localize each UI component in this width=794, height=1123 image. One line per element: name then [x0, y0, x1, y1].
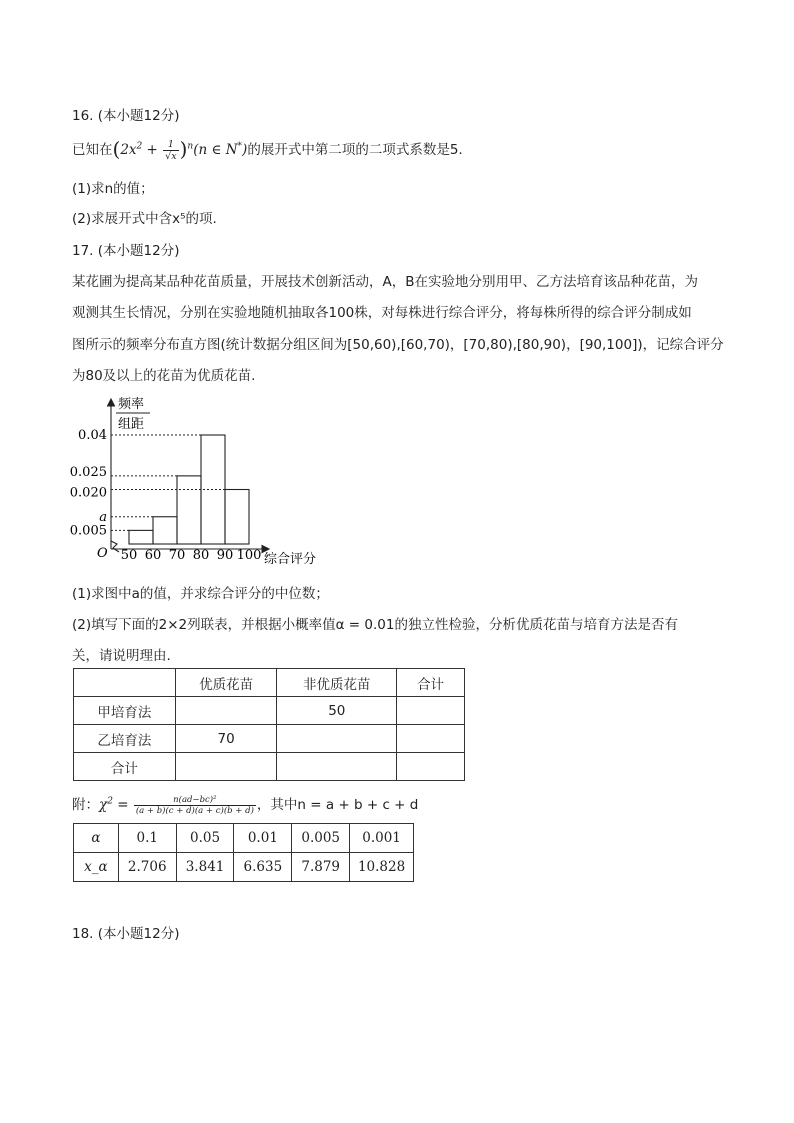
- x-alpha-row: [74, 853, 414, 882]
- alpha-value: 0.001: [350, 824, 414, 853]
- y-tick-label: a: [99, 509, 107, 525]
- contingency-header-row: [74, 669, 465, 697]
- x-tick-label: 50: [120, 548, 138, 563]
- q16-part1: (1)求n的值；: [72, 181, 154, 197]
- y-tick-label: 0.005: [69, 523, 107, 539]
- table-header-cell: 非优质花苗: [277, 669, 397, 697]
- q17-part2-line2: 关，请说明理由.: [72, 648, 171, 664]
- q17-header: 17. (本小题12分): [72, 243, 180, 259]
- x-alpha-value: 10.828: [350, 853, 414, 882]
- appendix-suffix: ，其中n = a + b + c + d: [256, 797, 419, 813]
- x-alpha-value: 3.841: [176, 853, 234, 882]
- axis-break: [111, 541, 119, 552]
- table-cell: [397, 753, 465, 781]
- y-tick-label: 0.025: [69, 464, 107, 480]
- table-row: [74, 753, 465, 781]
- q17-para-line-1: 某花圃为提高某品种花苗质量，开展技术创新活动，A，B在实验地分别用甲、乙方法培育该品种花苗，为: [72, 274, 698, 290]
- q16-stem: [72, 137, 463, 162]
- table-cell: [175, 753, 277, 781]
- q17-part1: (1)求图中a的值，并求综合评分的中位数；: [72, 586, 329, 602]
- histogram-bar: [153, 517, 177, 544]
- alpha-label: α: [74, 824, 119, 853]
- x-tick-label: 70: [168, 548, 186, 563]
- alpha-value: 0.1: [118, 824, 176, 853]
- x-tick-label: 60: [144, 548, 162, 563]
- x-tick-label: 100: [236, 548, 262, 563]
- x-alpha-value: 7.879: [292, 853, 350, 882]
- x-tick-label: 90: [216, 548, 234, 563]
- alpha-value: 0.05: [176, 824, 234, 853]
- y-label-top: 频率: [118, 397, 145, 412]
- alpha-value: 0.01: [234, 824, 292, 853]
- table-row: [74, 725, 465, 753]
- x-axis-label: 综合评分: [264, 552, 317, 567]
- q17-para-line-3: 图所示的频率分布直方图(统计数据分组区间为[50,60),[60,70)，[70,80),[80,90)，[90,100])，记综合评分: [72, 337, 724, 353]
- appendix-prefix: 附：: [72, 797, 99, 813]
- table-cell: 50: [277, 697, 397, 725]
- table-cell: [277, 725, 397, 753]
- contingency-table: [73, 668, 465, 781]
- x-alpha-value: 2.706: [118, 853, 176, 882]
- origin-label: O: [97, 546, 108, 561]
- chi-square-formula: 附：$\chi^2$ = $\frac{\text{n(ad−bc)²}}{(a + b)(c + d)(a + c)(b + d)}$ ，其中n = a + b + c + d: [72, 794, 419, 816]
- q16-header: 16. (本小题12分): [72, 108, 180, 124]
- histogram-bar: [129, 530, 153, 544]
- frequency-histogram: [68, 392, 338, 572]
- table-cell: [397, 725, 465, 753]
- q16-expression: ($2x^2$ + $\frac{1}{√x}$ )$^n$(n ∈ N*): [112, 137, 248, 162]
- table-row: [74, 697, 465, 725]
- table-row-label: 乙培育法: [74, 725, 176, 753]
- q16-stem-suffix: 的展开式中第二项的二项式系数是5.: [247, 142, 463, 158]
- chi-denominator: (a + b)(c + d)(a + c)(b + d): [135, 805, 254, 816]
- table-cell: [397, 697, 465, 725]
- y-label-bottom: 组距: [118, 417, 145, 432]
- q16-stem-prefix: 已知在: [72, 142, 113, 158]
- histogram-bar: [225, 490, 249, 545]
- y-tick-label: 0.04: [78, 428, 107, 443]
- alpha-value: 0.005: [292, 824, 350, 853]
- q17-part2-line1: (2)填写下面的2×2列联表，并根据小概率值α = 0.01的独立性检验，分析优质花苗与培育方法是否有: [72, 617, 678, 633]
- table-row-label: 合计: [74, 753, 176, 781]
- table-row-label: 甲培育法: [74, 697, 176, 725]
- x-alpha-label: x_α: [74, 853, 119, 882]
- q16-part2: (2)求展开式中含x⁵的项.: [72, 211, 217, 227]
- chi-numerator: n(ad−bc)²: [134, 795, 256, 806]
- q17-para-line-2: 观测其生长情况，分别在实验地随机抽取各100株，对每株进行综合评分，将每株所得的综合评分制成如: [72, 305, 692, 321]
- table-cell: [175, 697, 277, 725]
- critical-value-table: [73, 823, 414, 882]
- q18-header: 18. (本小题12分): [72, 926, 180, 942]
- alpha-row: [74, 824, 414, 853]
- table-header-cell: 合计: [397, 669, 465, 697]
- table-cell: [277, 753, 397, 781]
- histogram-bar: [177, 476, 201, 544]
- table-header-cell: 优质花苗: [175, 669, 277, 697]
- q17-para-line-4: 为80及以上的花苗为优质花苗.: [72, 368, 256, 384]
- x-alpha-value: 6.635: [234, 853, 292, 882]
- y-tick-label: 0.020: [69, 485, 107, 501]
- x-tick-label: 80: [192, 548, 210, 563]
- table-cell: [74, 669, 176, 697]
- table-cell: 70: [175, 725, 277, 753]
